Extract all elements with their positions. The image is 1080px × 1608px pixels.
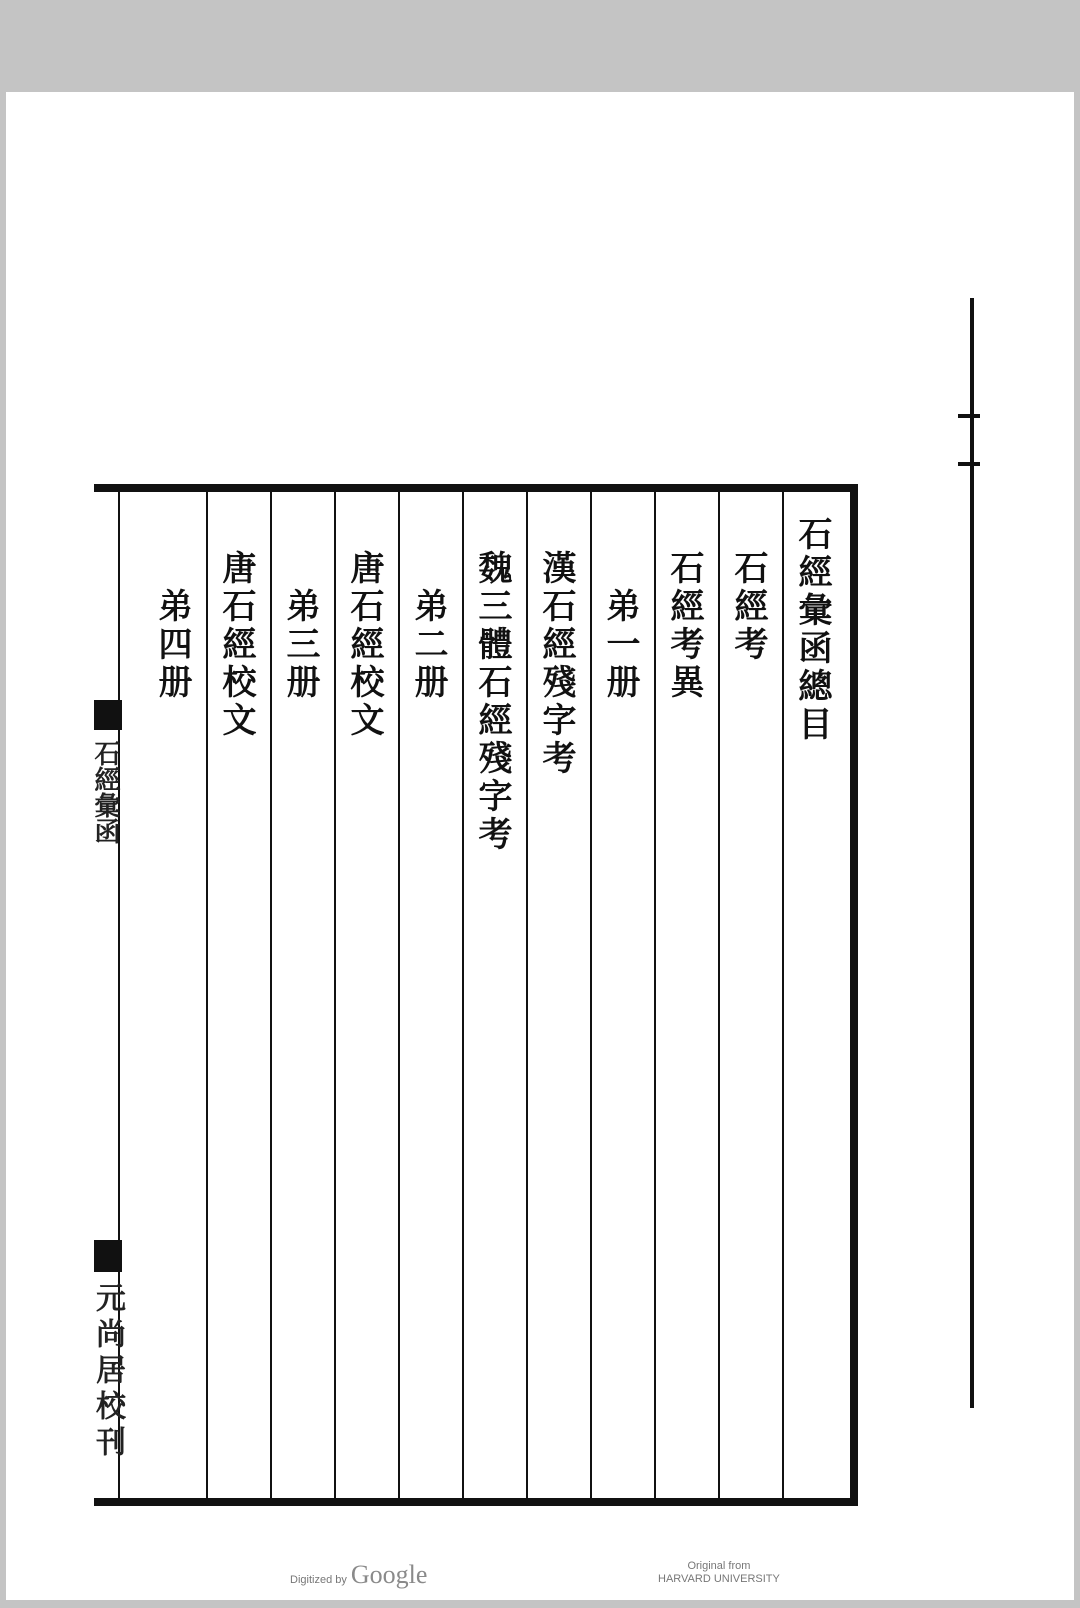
toc-entry: 漢石經殘字考 [536, 550, 576, 778]
column-rule [654, 492, 656, 1498]
google-logo: Google [350, 1560, 428, 1589]
toc-entry: 唐石經校文 [344, 550, 384, 740]
original-label: Original from [687, 1560, 751, 1572]
fold-mark-top [94, 700, 122, 730]
toc-entry: 石經考異 [664, 550, 704, 702]
column-rule [718, 492, 720, 1498]
digitized-by-credit [290, 1560, 427, 1600]
column-rule [462, 492, 464, 1498]
toc-entry: 魏三體石經殘字考 [472, 550, 512, 854]
toc-entry: 唐石經校文 [216, 550, 256, 740]
column-rule [590, 492, 592, 1498]
toc-entry: 石經考 [728, 550, 768, 664]
column-rule [206, 492, 208, 1498]
column-rule [398, 492, 400, 1498]
fold-title: 石經彙函 [90, 740, 120, 844]
digitized-label: Digitized by [290, 1574, 347, 1586]
original-source: HARVARD UNIVERSITY [658, 1573, 780, 1585]
spine-mark [958, 414, 980, 418]
original-from-credit [658, 1560, 780, 1600]
column-rule [782, 492, 784, 1498]
volume-label: 弟二册 [408, 588, 448, 702]
volume-label: 弟一册 [600, 588, 640, 702]
volume-label: 弟三册 [280, 588, 320, 702]
spine-mark [958, 462, 980, 466]
fold-mark-bottom [94, 1240, 122, 1272]
toc-heading: 石經彙函總目 [792, 516, 832, 744]
volume-label: 弟四册 [152, 588, 192, 702]
table-of-contents-frame [90, 484, 858, 1506]
column-rule [270, 492, 272, 1498]
column-rule [334, 492, 336, 1498]
publisher-imprint: 元尚居校刊 [90, 1282, 125, 1462]
column-rule [526, 492, 528, 1498]
